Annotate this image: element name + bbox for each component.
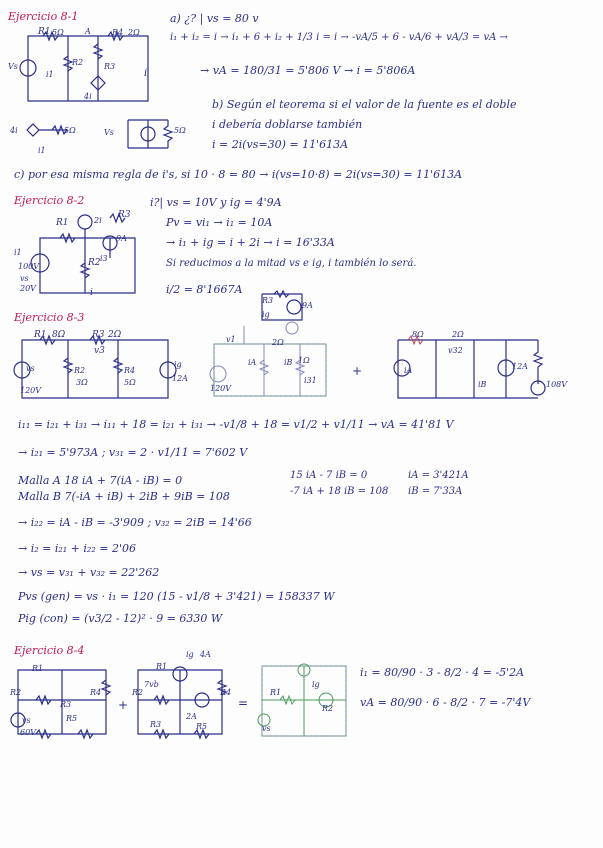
e2-line-4: i/2 = 8'1667A (166, 283, 243, 296)
e3-sp-v1: v1 (226, 335, 236, 344)
resistor-value-2ohm: 2Ω (128, 28, 140, 37)
e4-b-ig: ig (186, 650, 194, 659)
e2-source-20v: 20V (20, 284, 36, 293)
exercise-title-8-4: Ejercicio 8-4 (14, 644, 85, 657)
e3-resistor-r4: R4 (124, 366, 136, 375)
e1-line-c: c) por esa misma regla de i's, si 10 · 8 = 80 → i(vs=10·8) = 2i(vs=30) = 11'613A (14, 168, 463, 181)
sub-resistor-value: 5Ω (64, 126, 76, 135)
e4-c-r2: R2 (322, 704, 334, 713)
e3-voltage-v3: v3 (94, 346, 105, 356)
e1-line-b3: i = 2i(vs=30) = 11'613A (212, 138, 349, 151)
e4-equals-sign: = (238, 696, 249, 710)
e1-line-a1: a) ¿? | vs = 80 v (170, 12, 259, 25)
e3-sp-ib: iB (284, 358, 293, 367)
sub-source-vs: Vs (104, 128, 114, 137)
e4-c-r1: R1 (270, 688, 282, 697)
e2-current-i1: i1 (14, 248, 22, 257)
e3-system-1: 15 iA - 7 iB = 0 (290, 470, 368, 481)
e4-a-r4: R4 (90, 688, 102, 697)
e3-r-108v: 108V (546, 380, 568, 389)
e3-line-2: → i₂₁ = 5'973A ; v₃₁ = 2 · v1/11 = 7'602 V (18, 446, 248, 459)
e2-resistor-r3: R3 (118, 210, 131, 220)
e3-sp-i31: i31 (304, 376, 317, 385)
e2-source-100v: 100V (18, 262, 40, 271)
sub-dependent-label: 4i (10, 126, 18, 135)
circuit-diagram-8-4-b (130, 660, 230, 744)
resistor-label-r1: R1 (38, 27, 51, 37)
sub-resistor-5ohm: 5Ω (174, 126, 186, 135)
e4-plus-sign: + (118, 698, 129, 712)
e2-source-vs: vs (20, 274, 29, 283)
source-label-vs: Vs (8, 62, 18, 71)
e4-b-r2: R2 (132, 688, 144, 697)
e3-line-3b: Malla B 7(-iA + iB) + 2iB + 9iB = 108 (18, 490, 230, 503)
e3-line-6: → vs = v₃₁ + v₃₂ = 22'262 (18, 566, 160, 579)
e3-r-ia: iA (404, 366, 413, 375)
e3-line-3a: Malla A 18 iA + 7(iA - iB) = 0 (18, 474, 183, 487)
e3-sp-1ohm: 1Ω (298, 356, 310, 365)
e4-b-r5: R5 (196, 722, 208, 731)
resistor-label-r3: R3 (104, 62, 116, 71)
e1-line-a2: i₁ + i₂ = i → i₁ + 6 + i₂ + 1/3 i = i → -vA/5 + 6 - vA/6 + vA/3 = vA → (170, 32, 508, 43)
e3-sp-ia: iA (248, 358, 257, 367)
e3-r-8ohm: 8Ω (412, 330, 424, 339)
e2-current-i: i (90, 288, 93, 298)
e2-resistor-r2: R2 (88, 258, 101, 268)
e4-c-vs: vs (262, 724, 271, 733)
e3-r-ib: iB (478, 380, 487, 389)
exercise-title-8-1: Ejercicio 8-1 (8, 10, 79, 23)
e2-line-2: → i₁ + ig = i + 2i → i = 16'33A (166, 236, 335, 249)
e3-result-2: iB = 7'33A (408, 486, 463, 497)
e2-mini-ig: ig (262, 310, 270, 319)
e3-line-5: → i₂ = i₂₁ + i₂₂ = 2'06 (18, 542, 136, 555)
e3-r-12a: 12A (512, 362, 528, 371)
e1-line-b1: b) Según el teorema si el valor de la fuente es el doble (212, 98, 517, 111)
e3-resistor-r3: R3 (92, 330, 105, 340)
e3-source-120v: 120V (20, 386, 42, 395)
e4-b-r1: R1 (156, 662, 168, 671)
e3-line-7: Pvs (gen) = vs · i₁ = 120 (15 - v1/8 + 3'421) = 158337 W (18, 590, 335, 603)
e3-plus-sign: + (352, 364, 363, 378)
resistor-label-r2: R2 (72, 58, 84, 67)
e3-sp-2ohm: 2Ω (272, 338, 284, 347)
e2-source-9a: 9A (116, 234, 127, 243)
e4-b-2a: 2A (186, 712, 197, 721)
e3-system-2: -7 iA + 18 iB = 108 (290, 486, 389, 497)
e3-resistor-8ohm: 8Ω (52, 330, 66, 340)
e4-b-4a: 4A (200, 650, 211, 659)
e3-source-ig: ig (174, 360, 182, 369)
e3-source-vs: vs (26, 364, 35, 373)
e2-line-1: Pv = vi₁ → i₁ = 10A (166, 216, 273, 229)
e4-b-r4: R4 (220, 688, 232, 697)
current-label-i: i (144, 68, 148, 79)
e3-source-12a: 12A (172, 374, 188, 383)
e1-line-b2: i debería doblarse también (212, 118, 363, 131)
e3-sp-120v: 120V (210, 384, 232, 393)
sub-current-label: i1 (38, 146, 46, 155)
e2-line-3: Si reducimos a la mitad vs e ig, i también lo será. (166, 258, 417, 269)
e4-line-1: i₁ = 80/90 · 3 - 8/2 · 4 = -5'2A (360, 666, 525, 679)
e2-mini-r3: R3 (262, 296, 274, 305)
node-label-a: A (85, 27, 91, 36)
e4-a-60v: 60V (20, 728, 36, 737)
e4-b-r3: R3 (150, 720, 162, 729)
e3-resistor-5ohm: 5Ω (124, 378, 136, 387)
e2-source-2i: 2i (94, 216, 102, 225)
e4-a-vs: vs (22, 716, 31, 725)
e3-line-8: Pig (con) = (v3/2 - 12)² · 9 = 6330 W (18, 612, 223, 625)
e4-a-r1: R1 (32, 664, 44, 673)
e2-resistor-r1: R1 (56, 218, 69, 228)
e4-a-r2: R2 (10, 688, 22, 697)
e3-resistor-r1: R1 (34, 330, 47, 340)
e3-line-1: i₁₁ = i₂₁ + i₃₁ → i₁₁ + 18 = i₂₁ + i₃₁ → -v1/8 + 18 = v1/2 + v1/11 → vA = 41'81 V (18, 418, 454, 431)
e3-r-v32: v32 (448, 346, 463, 355)
e4-c-ig: ig (312, 680, 320, 689)
e2-mini-9a: 9A (302, 301, 313, 310)
e3-result-1: iA = 3'421A (408, 470, 469, 481)
exercise-title-8-3: Ejercicio 8-3 (14, 311, 85, 324)
e4-a-r5: R5 (66, 714, 78, 723)
circuit-diagram-8-1 (8, 26, 158, 116)
e4-a-r3: R3 (60, 700, 72, 709)
circuit-superposition-right (388, 328, 568, 404)
e1-line-a3: → vA = 180/31 = 5'806 V → i = 5'806A (200, 64, 416, 77)
e3-line-4: → i₂₂ = iA - iB = -3'909 ; v₃₂ = 2iB = 14'66 (18, 516, 252, 529)
e4-b-src: 7vb (144, 680, 159, 689)
dependent-source-label: 4i (84, 92, 92, 101)
e3-resistor-r2: R2 (74, 366, 86, 375)
resistor-value-5ohm: 5Ω (52, 28, 64, 37)
e3-r-2ohm: 2Ω (452, 330, 464, 339)
e3-resistor-3ohm: 3Ω (76, 378, 88, 387)
e3-resistor-2ohm: 2Ω (108, 330, 122, 340)
resistor-label-r4: R4 (112, 28, 124, 37)
e2-current-i3: i3 (100, 254, 108, 263)
e2-question: i?| vs = 10V y ig = 4'9A (150, 196, 282, 209)
e4-line-2: vA = 80/90 · 6 - 8/2 · 7 = -7'4V (360, 696, 531, 709)
exercise-title-8-2: Ejercicio 8-2 (14, 194, 85, 207)
current-label-i1: i1 (46, 70, 54, 79)
